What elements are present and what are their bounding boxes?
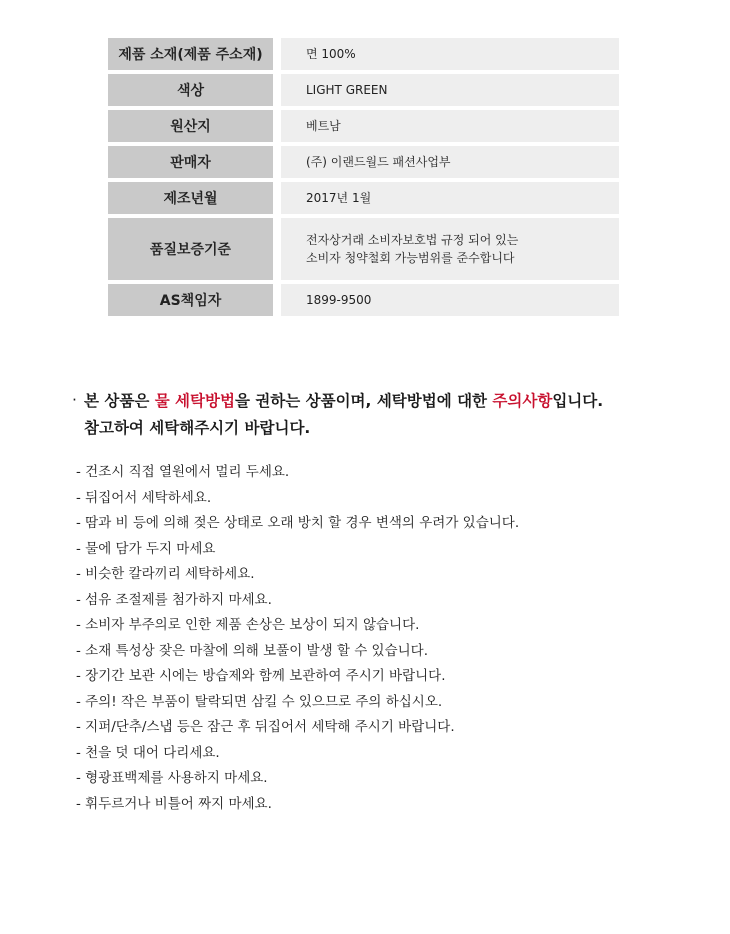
list-item: - 섬유 조절제를 첨가하지 마세요. [76,591,272,608]
spec-row-material [108,38,619,70]
spec-row-color [108,74,619,106]
spec-row-origin [108,110,619,142]
spec-row-as-contact [108,284,619,316]
care-instructions-list [76,460,519,817]
spec-label: 원산지 [108,110,273,142]
spec-label: AS책임자 [108,284,273,316]
notice-line-2: 참고하여 세탁해주시기 바랍니다. [84,419,311,437]
spec-row-quality-standard [108,218,619,280]
list-item: - 비슷한 칼라끼리 세탁하세요. [76,566,255,582]
spec-value: 1899-9500 [281,284,619,316]
spec-value: LIGHT GREEN [281,74,619,106]
list-item: - 휘두르거나 비틀어 짜지 마세요. [76,795,272,812]
notice-line-1: 본 상품은 물 세탁방법을 권하는 상품이며, 세탁방법에 대한 주의사항입니다. [84,392,604,410]
list-item: - 뒤집어서 세탁하세요. [76,489,212,506]
spec-label: 판매자 [108,146,273,178]
list-item: - 소비자 부주의로 인한 제품 손상은 보상이 되지 않습니다. [76,617,420,633]
list-item: - 물에 담가 두지 마세요 [76,540,216,557]
spec-label: 제품 소재(제품 주소재) [108,38,273,70]
spec-row-seller [108,146,619,178]
spec-label: 색상 [108,74,273,106]
spec-value: 2017년 1월 [281,182,619,214]
list-item: - 땀과 비 등에 의해 젖은 상태로 오래 방치 할 경우 변색의 우려가 있습니다. [76,515,520,531]
list-item: - 형광표백제를 사용하지 마세요. [76,770,268,786]
list-item: - 장기간 보관 시에는 방습제와 함께 보관하여 주시기 바랍니다. [76,668,446,684]
spec-label: 품질보증기준 [108,218,273,280]
spec-row-manufacture-date [108,182,619,214]
highlight-caution: 주의사항 [492,392,553,410]
list-item: - 건조시 직접 열원에서 멀리 두세요. [76,464,290,480]
spec-label: 제조년월 [108,182,273,214]
list-item: - 천을 덧 대어 다리세요. [76,744,220,761]
highlight-wash-method: 물 세탁방법 [154,392,235,410]
spec-value: 전자상거래 소비자보호법 규정 되어 있는 소비자 청약철회 가능범위를 준수합니다 [281,218,619,280]
product-spec-table [108,34,619,320]
notice-bullet: · [72,391,77,409]
washing-notice [72,388,672,442]
spec-value: (주) 이랜드월드 패션사업부 [281,146,619,178]
list-item: - 소재 특성상 잦은 마찰에 의해 보풀이 발생 할 수 있습니다. [76,642,429,659]
spec-value: 면 100% [281,38,619,70]
spec-value: 베트남 [281,110,619,142]
list-item: - 지퍼/단추/스냅 등은 잠근 후 뒤집어서 세탁해 주시기 바랍니다. [76,719,455,735]
list-item: - 주의! 작은 부품이 탈락되면 삼킬 수 있으므로 주의 하십시오. [76,693,443,710]
